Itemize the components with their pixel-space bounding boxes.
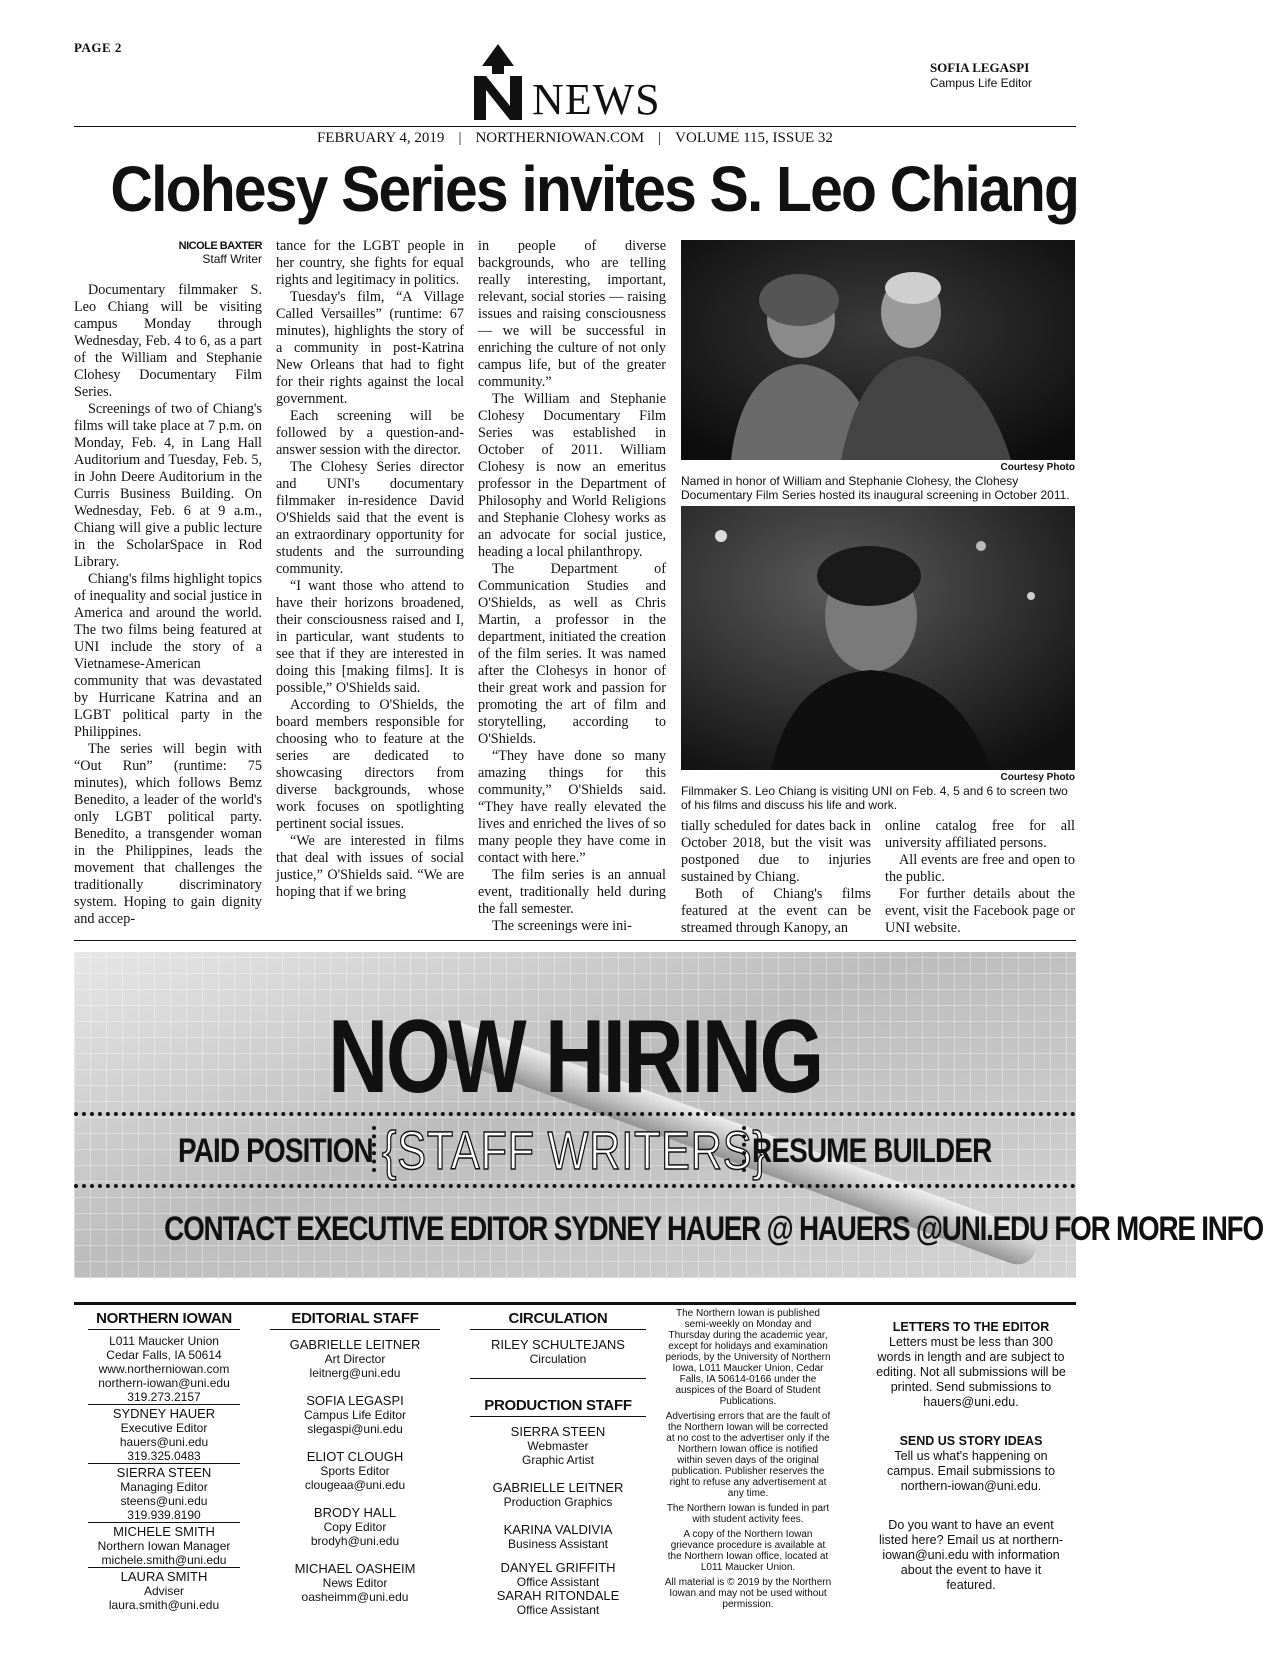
paragraph: The screenings were ini-	[492, 918, 632, 934]
staff-role: Art Director	[324, 1352, 386, 1366]
paragraph: The film series is an annual event, traditionally held during the fall semester.	[478, 867, 666, 917]
website-link[interactable]: NORTHERNIOWAN.COM	[475, 130, 645, 146]
ad-contact-line: CONTACT EXECUTIVE EDITOR SYDNEY HAUER @ HAUERS @UNI.EDU FOR MORE INFO	[164, 1210, 1263, 1248]
staff-name: GABRIELLE LEITNER	[289, 1337, 421, 1352]
paragraph: “We are interested in films that deal with issues of social justice,” O'Shields said. “We are hoping that if we bring	[276, 833, 464, 900]
paragraph: Each screening will be followed by a question-and-answer session with the director.	[276, 408, 464, 458]
staff-role: Executive Editor	[120, 1421, 208, 1435]
ad-dotted-separator	[742, 1126, 748, 1172]
staff-email[interactable]: steens@uni.edu	[120, 1494, 208, 1508]
staff-email[interactable]: leitnerg@uni.edu	[309, 1366, 401, 1380]
staff-role: Business Assistant	[507, 1537, 609, 1551]
dateline: FEBRUARY 4, 2019 | NORTHERNIOWAN.COM | VOLUME 115, ISSUE 32	[317, 130, 833, 146]
paragraph: The William and Stephanie Clohesy Documentary Film Series was established in October of 2011. William Clohesy is now an emeritus professor in the Department of Philosophy and World Religions and Stephanie Clohesy works as an advocate for social justice, heading a local philanthropy.	[478, 391, 666, 560]
staff-name: DANYEL GRIFFITH	[500, 1560, 616, 1575]
notice-text: A copy of the Northern Iowan grievance procedure is available at the Northern Iowan office, located at L011 Maucker Union.	[667, 1529, 829, 1573]
page-number: PAGE 2	[74, 40, 122, 55]
staff-name: RILEY SCHULTEJANS	[491, 1337, 625, 1352]
staff-email[interactable]: brodyh@uni.edu	[310, 1534, 400, 1548]
photo-credit: Courtesy Photo	[1000, 462, 1075, 473]
header-rule	[74, 126, 1076, 127]
section-editor	[930, 60, 1032, 90]
article-column-4	[681, 818, 871, 937]
paragraph: The Department of Communication Studies and O'Shields, as well as Chris Martin, a professor in the department, initiated the creation of the film series. It was named after the Clohesys in honor of their great work and passion for promoting the art of film and storytelling, according to O'Shields.	[478, 561, 666, 747]
section-logo	[470, 40, 700, 124]
paragraph: online catalog free for all university affiliated persons.	[885, 818, 1075, 851]
northern-iowan-logo-icon	[470, 44, 526, 120]
paragraph: Chiang's films highlight topics of inequality and social justice in America and around the world. The two films being featured at UNI include the story of a Vietnamese-American community that was devastated by Hurricane Katrina and an LGBT political party in the Philippines.	[74, 571, 262, 740]
masthead-circulation-production	[470, 1310, 646, 1617]
article-column-5	[885, 818, 1075, 937]
staff-role: Campus Life Editor	[303, 1408, 407, 1422]
staff-name: MICHELE SMITH	[113, 1524, 215, 1539]
notice-text: Advertising errors that are the fault of the Northern Iowan will be corrected at no cost to the advertiser only if the Northern Iowan office is notified within seven days of the original publication. Publisher reserves the right to refuse any advertisement at any time.	[665, 1411, 831, 1499]
section-editor-name: SOFIA LEGASPI	[929, 60, 1030, 75]
now-hiring-ad[interactable]	[74, 952, 1263, 1278]
staff-name: KARINA VALDIVIA	[503, 1522, 613, 1537]
staff-name: GABRIELLE LEITNER	[492, 1480, 624, 1495]
staff-email[interactable]: hauers@uni.edu	[119, 1435, 209, 1449]
staff-role: Copy Editor	[323, 1520, 387, 1534]
staff-phone: 319.939.8190	[88, 1508, 240, 1523]
paper-city: Cedar Falls, IA 50614	[106, 1348, 222, 1362]
paragraph: For further details about the event, visit the Facebook page or UNI website.	[885, 886, 1075, 936]
masthead-editorial-staff	[270, 1310, 440, 1604]
letters-title: LETTERS TO THE EDITOR	[892, 1320, 1050, 1334]
article-headline: Clohesy Series invites S. Leo Chiang	[110, 153, 1079, 225]
ad-headline: NOW HIRING	[328, 999, 822, 1115]
staff-email[interactable]: oasheimm@uni.edu	[301, 1590, 409, 1604]
paragraph: All events are free and open to the public.	[885, 852, 1075, 885]
staff-name: SIERRA STEEN	[116, 1465, 212, 1480]
story-ideas-title: SEND US STORY IDEAS	[899, 1434, 1043, 1448]
staff-name: MICHAEL OASHEIM	[294, 1561, 416, 1576]
staff-role: Production Graphics	[503, 1495, 613, 1509]
production-staff-title: PRODUCTION STAFF	[470, 1397, 646, 1417]
ad-position-row	[74, 1120, 1076, 1180]
staff-email[interactable]: slegaspi@uni.edu	[307, 1422, 403, 1436]
ad-paid-position: PAID POSITION	[178, 1132, 373, 1170]
staff-name: SIERRA STEEN	[510, 1424, 606, 1439]
staff-role: Webmaster	[527, 1439, 589, 1453]
ad-dotted-divider	[74, 1112, 1076, 1116]
issue-date: FEBRUARY 4, 2019	[317, 130, 445, 146]
paper-website[interactable]: www.northerniowan.com	[98, 1362, 230, 1376]
paragraph: The Clohesy Series director and UNI's documentary filmmaker in-residence David O'Shields said that the event is an extraordinary opportunity for students and the surrounding community.	[276, 459, 464, 577]
notice-text: All material is © 2019 by the Northern Iowan and may not be used without permission.	[664, 1577, 832, 1610]
staff-name: SARAH RITONDALE	[496, 1588, 620, 1603]
staff-role: Graphic Artist	[521, 1453, 595, 1467]
paper-title: NORTHERN IOWAN	[88, 1310, 240, 1330]
article-column-1	[74, 282, 262, 928]
staff-phone: 319.325.0483	[88, 1449, 240, 1464]
staff-email[interactable]: michele.smith@uni.edu	[88, 1553, 240, 1568]
paragraph: According to O'Shields, the board members responsible for choosing who to feature at the series are dedicated to showcasing directors from diverse backgrounds, whose work focuses on spotlighting pertinent social issues.	[276, 697, 464, 832]
photo-caption: Named in honor of William and Stephanie Clohesy, the Clohesy Documentary Film Series hosted its inaugural screening in October 2011.	[681, 474, 1070, 502]
paragraph: “I want those who attend to have their horizons broadened, their consciousness raised and I, in particular, want students to see that if they are interested in doing this [making films]. It is possible,” O'Shields said.	[276, 578, 464, 696]
section-title: NEWS	[532, 75, 661, 124]
article-column-2	[276, 238, 464, 901]
staff-email[interactable]: clougeaa@uni.edu	[304, 1478, 406, 1492]
photo-credit: Courtesy Photo	[1000, 772, 1075, 783]
letters-body: Letters must be less than 300 words in length and are subject to editing. Not all submissions will be printed. Send submissions to hauers@uni.edu.	[876, 1335, 1066, 1409]
ad-staff-writers: {STAFF WRITERS}	[382, 1121, 768, 1181]
editorial-staff-title: EDITORIAL STAFF	[270, 1310, 440, 1330]
photo-caption: Filmmaker S. Leo Chiang is visiting UNI on Feb. 4, 5 and 6 to screen two of his films and discuss his life and work.	[681, 784, 1068, 812]
byline-name: NICOLE BAXTER	[178, 240, 262, 252]
staff-email[interactable]: laura.smith@uni.edu	[108, 1598, 220, 1612]
staff-name: BRODY HALL	[313, 1505, 397, 1520]
staff-role: Sports Editor	[320, 1464, 390, 1478]
staff-role: News Editor	[322, 1576, 388, 1590]
staff-role: Circulation	[470, 1352, 646, 1379]
event-listing-body: Do you want to have an event listed here? Email us at northern-iowan@uni.edu with information about the event to have it featured.	[878, 1518, 1064, 1592]
staff-name: LAURA SMITH	[120, 1569, 208, 1584]
leo-chiang-image-icon	[681, 506, 1075, 770]
paragraph: tially scheduled for dates back in October 2018, but the visit was postponed due to injuries sustained by Chiang.	[681, 818, 871, 885]
paragraph: Documentary filmmaker S. Leo Chiang will be visiting campus Monday through Wednesday, Feb. 4 to 6, as a part of the William and Stephanie Clohesy Documentary Film Series.	[74, 282, 262, 400]
paragraph: The series will begin with “Out Run” (runtime: 75 minutes), which follows Bemz Benedito, a leader of the world's only LGBT political party. Benedito, a transgender woman in the Philippines, leads the movement that challenges the traditionally discriminatory system. Hoping to gain dignity and accep-	[74, 741, 262, 927]
clohesy-couple-photo	[681, 240, 1075, 460]
paper-phone: 319.273.2157	[88, 1390, 240, 1405]
masthead-rule	[74, 1302, 1076, 1305]
paragraph: Screenings of two of Chiang's films will take place at 7 p.m. on Monday, Feb. 4, in Lang Hall Auditorium and Tuesday, Feb. 5, in John Deere Auditorium in the Curris Business Building. On Wednesday, Feb. 6 at 9 a.m., Chiang will give a public lecture in the ScholarSpace in Rod Library.	[74, 401, 262, 570]
ad-resume-builder: RESUME BUILDER	[752, 1132, 992, 1170]
volume-issue: VOLUME 115, ISSUE 32	[675, 130, 833, 146]
article-column-3	[478, 238, 666, 935]
circulation-title: CIRCULATION	[470, 1310, 646, 1330]
paragraph: in people of diverse backgrounds, who are telling really interesting, important, relevant, social stories — raising issues and raising consciousness — we will be successful in enriching the culture of not only campus life, but of the greater community.”	[478, 238, 666, 390]
masthead-paper-info	[88, 1310, 240, 1612]
staff-role: Managing Editor	[120, 1480, 208, 1494]
paper-email[interactable]: northern-iowan@uni.edu	[98, 1376, 230, 1390]
notice-text: The Northern Iowan is published semi-weekly on Monday and Thursday during the academic year, except for holidays and examination periods, by the University of Northern Iowa, L011 Maucker Union, Cedar Falls, IA 50614-0166 under the auspices of the Board of Student Publications.	[665, 1308, 831, 1407]
paragraph: tance for the LGBT people in her country, she fights for equal rights and legitimacy in politics.	[276, 238, 464, 288]
ad-dotted-separator	[372, 1126, 378, 1172]
letters-to-editor	[876, 1320, 1066, 1410]
masthead-publication-notices	[664, 1308, 832, 1614]
staff-role: Office Assistant	[516, 1603, 600, 1617]
masthead-submissions	[876, 1320, 1066, 1593]
staff-name: SYDNEY HAUER	[112, 1406, 216, 1421]
story-ideas-body: Tell us what's happening on campus. Email submissions to northern-iowan@uni.edu.	[886, 1449, 1056, 1493]
clohesy-couple-image-icon	[681, 240, 1075, 460]
staff-role: Northern Iowan Manager	[97, 1539, 231, 1553]
paper-address: L011 Maucker Union	[109, 1334, 219, 1348]
article-divider	[74, 940, 1076, 941]
staff-name: ELIOT CLOUGH	[306, 1449, 404, 1464]
staff-name: SOFIA LEGASPI	[306, 1393, 404, 1408]
byline-role: Staff Writer	[202, 252, 262, 266]
paragraph: “They have done so many amazing things for this community,” O'Shields said. “They have really elevated the lives and enriched the lives of so many people they have come in contact with here.”	[478, 748, 666, 866]
notice-text: The Northern Iowan is funded in part with student activity fees.	[666, 1503, 830, 1525]
byline	[74, 240, 262, 266]
paragraph: Tuesday's film, “A Village Called Versailles” (runtime: 67 minutes), highlights the story of a community in post-Katrina New Orleans that had to fight for their rights against the local government.	[276, 289, 464, 407]
leo-chiang-photo	[681, 506, 1075, 770]
staff-role: Adviser	[143, 1584, 184, 1598]
section-editor-title: Campus Life Editor	[929, 76, 1032, 90]
story-ideas	[876, 1434, 1066, 1494]
ad-dotted-divider	[74, 1184, 1076, 1188]
staff-role: Office Assistant	[516, 1575, 600, 1589]
paragraph: Both of Chiang's films featured at the event can be streamed through Kanopy, an	[681, 886, 871, 936]
